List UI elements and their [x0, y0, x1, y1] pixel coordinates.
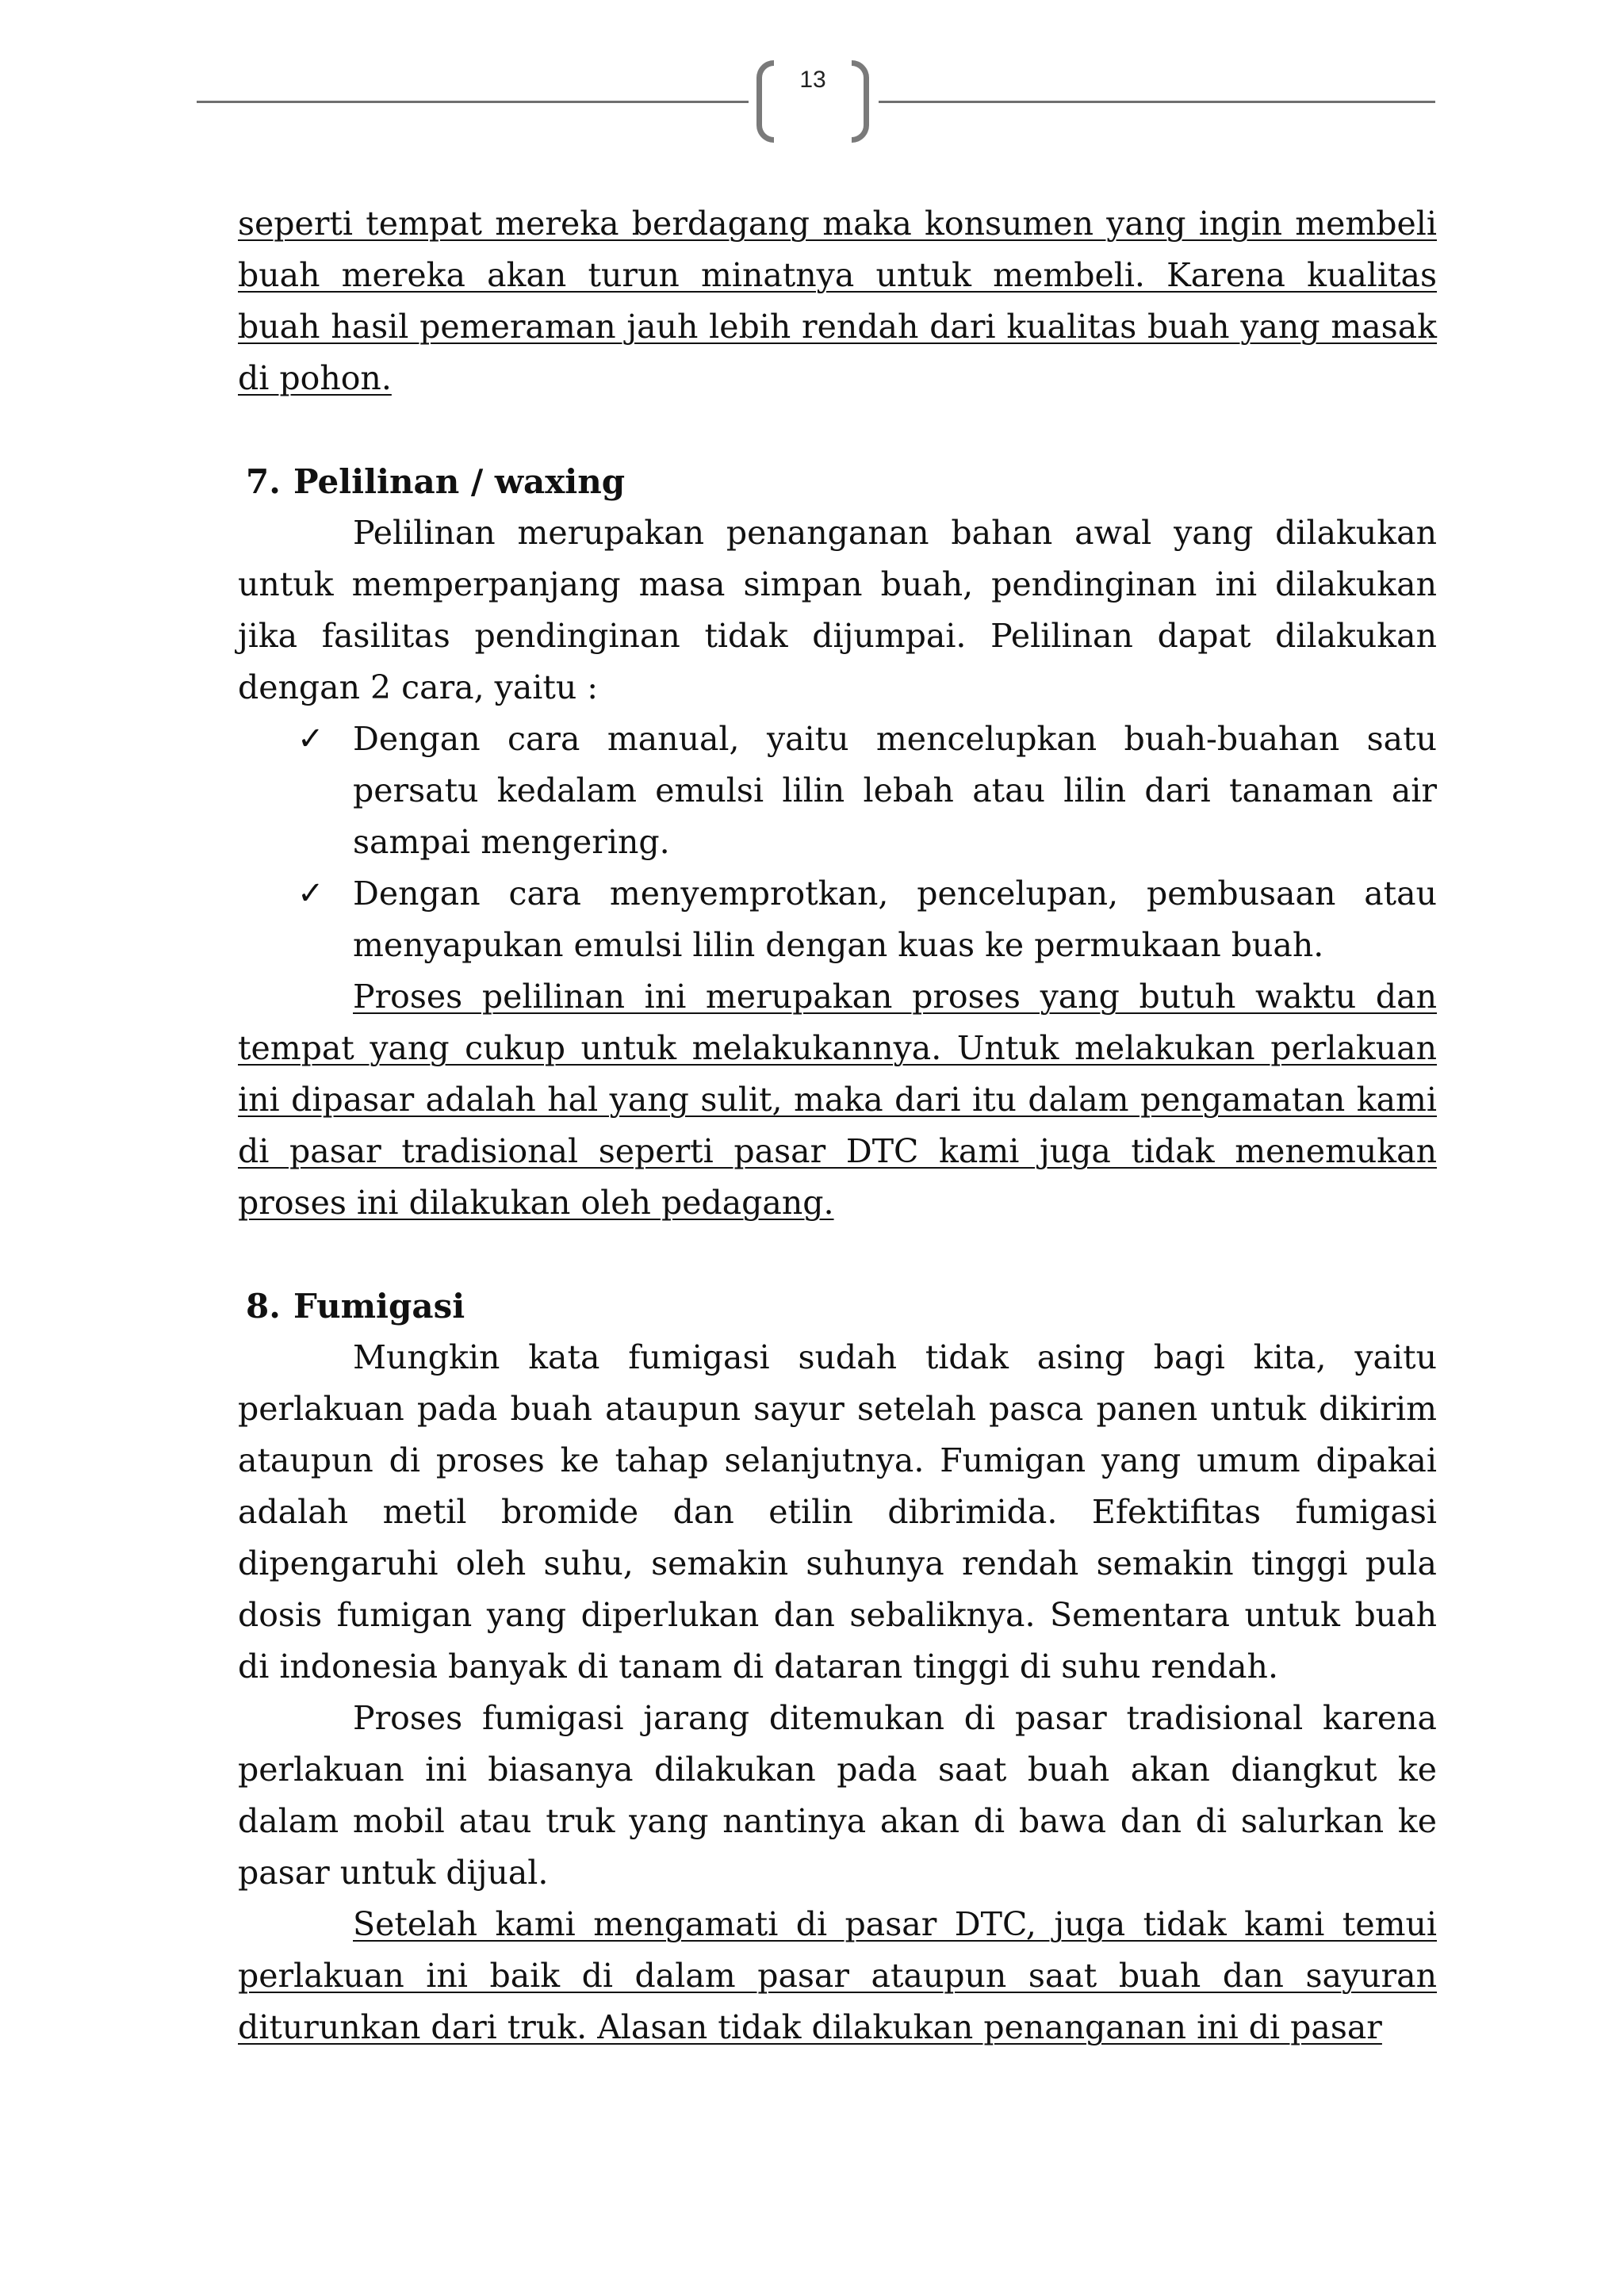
section-8-paragraph-1: Mungkin kata fumigasi sudah tidak asing bagi kita, yaitu perlakuan pada buah ataupun sayur setelah pasca panen untuk dikirim ataupun di proses ke tahap selanjutnya. Fumigan yang umum dipakai adalah metil bromide dan etilin dibrimida. Efektifitas fumigasi dipengaruhi oleh suhu, semakin suhunya rendah semakin tinggi pula dosis fumigan yang diperlukan dan sebaliknya. Sementara untuk buah di indonesia banyak di tanam di dataran tinggi di suhu rendah. — [238, 1338, 1437, 1686]
section-7-title: Pelilinan / waxing — [293, 462, 626, 501]
page-number-bracket-left — [756, 60, 774, 143]
header-rule-right — [879, 101, 1435, 103]
section-8-number: 8. — [246, 1287, 281, 1326]
section-7-observation — [238, 971, 1437, 1229]
page-number: 13 — [799, 67, 826, 93]
section-8-observation-text: Setelah kami mengamati di pasar DTC, juga tidak kami temui perlakuan ini baik di dalam pasar ataupun saat buah dan sayuran diturunkan dari truk. Alasan tidak dilakukan penanganan ini di pasar — [238, 1905, 1437, 2046]
checkmark-icon: ✓ — [297, 875, 324, 912]
page-header — [197, 55, 1435, 151]
page-body — [238, 198, 1437, 2053]
list-item-text: Dengan cara manual, yaitu mencelupkan buah-buahan satu persatu kedalam emulsi lilin lebah atau lilin dari tanaman air sampai mengering. — [353, 720, 1437, 861]
section-7-number: 7. — [246, 462, 281, 501]
section-7-intro: Pelilinan merupakan penanganan bahan awal yang dilakukan untuk memperpanjang masa simpan buah, pendinginan ini dilakukan jika fasilitas pendinginan tidak dijumpai. Pelilinan dapat dilakukan dengan 2 cara, yaitu : — [238, 514, 1437, 706]
section-7-method-list — [238, 714, 1437, 971]
continuation-paragraph — [238, 198, 1437, 404]
section-8-observation — [238, 1899, 1437, 2053]
section-8-title: Fumigasi — [293, 1287, 465, 1326]
list-item-text: Dengan cara menyemprotkan, pencelupan, pembusaan atau menyapukan emulsi lilin dengan kuas ke permukaan buah. — [353, 874, 1437, 964]
header-rule-left — [197, 101, 749, 103]
section-7-observation-text: Proses pelilinan ini merupakan proses yang butuh waktu dan tempat yang cukup untuk melakukannya. Untuk melakukan perlakuan ini dipasar adalah hal yang sulit, maka dari itu dalam pengamatan kami di pasar tradisional seperti pasar DTC kami juga tidak menemukan proses ini dilakukan oleh pedagang. — [238, 978, 1437, 1222]
checkmark-icon: ✓ — [297, 721, 324, 757]
section-7-heading — [246, 456, 1437, 507]
page-number-bracket-right — [852, 60, 869, 143]
continuation-text: seperti tempat mereka berdagang maka konsumen yang ingin membeli buah mereka akan turun minatnya untuk membeli. Karena kualitas buah hasil pemeraman jauh lebih rendah dari kualitas buah yang masak di pohon. — [238, 205, 1437, 397]
list-item — [238, 868, 1437, 971]
section-8-paragraph-2: Proses fumigasi jarang ditemukan di pasar tradisional karena perlakuan ini biasanya dilakukan pada saat buah akan diangkut ke dalam mobil atau truk yang nantinya akan di bawa dan di salurkan ke pasar untuk dijual. — [238, 1699, 1437, 1892]
list-item — [238, 714, 1437, 868]
section-8-heading — [246, 1280, 1437, 1332]
